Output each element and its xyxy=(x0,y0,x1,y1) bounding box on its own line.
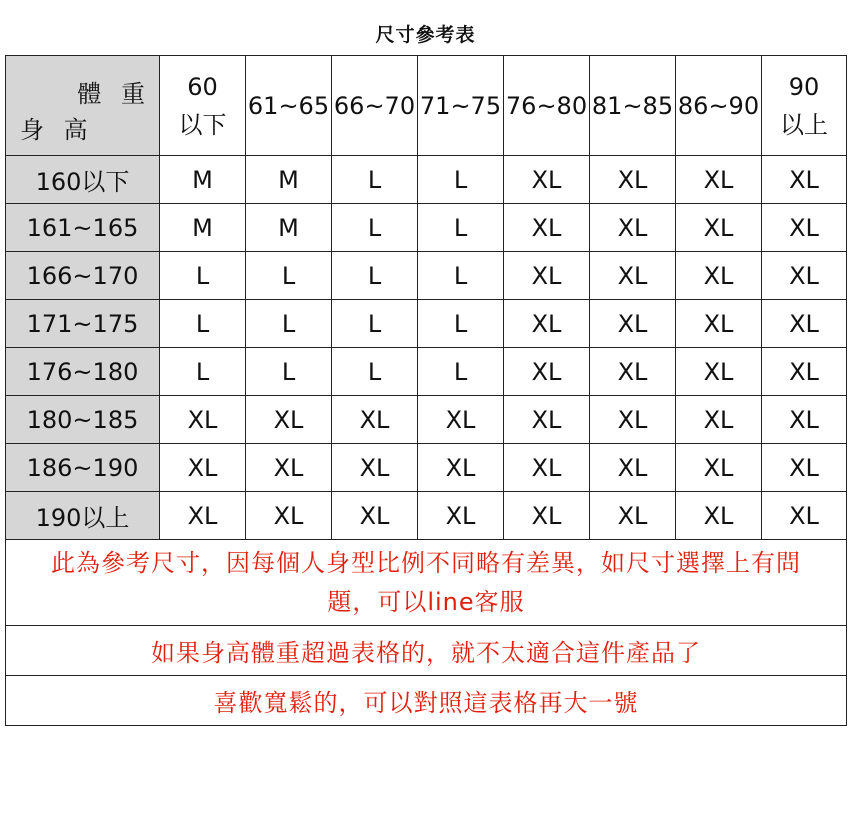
height-cell: 186~190 xyxy=(6,444,160,492)
note-row-3 xyxy=(6,676,847,726)
size-cell: XL xyxy=(418,492,504,540)
table-row xyxy=(6,492,847,540)
height-cell: 171~175 xyxy=(6,300,160,348)
size-cell: XL xyxy=(332,444,418,492)
note-oversize: 如果身高體重超過表格的，就不太適合這件產品了 xyxy=(6,626,847,676)
header-row xyxy=(6,56,847,156)
size-cell: XL xyxy=(676,396,762,444)
size-cell: XL xyxy=(160,492,246,540)
weight-header: 86~90 xyxy=(676,56,762,156)
note-row-1 xyxy=(6,540,847,626)
weight-header: 81~85 xyxy=(590,56,676,156)
size-cell: L xyxy=(418,252,504,300)
size-cell: XL xyxy=(590,444,676,492)
size-cell: XL xyxy=(504,444,590,492)
weight-header: 71~75 xyxy=(418,56,504,156)
size-cell: L xyxy=(418,348,504,396)
size-cell: L xyxy=(160,348,246,396)
size-cell: XL xyxy=(676,156,762,204)
size-cell: M xyxy=(160,156,246,204)
size-cell: XL xyxy=(504,252,590,300)
size-cell: L xyxy=(160,252,246,300)
size-cell: XL xyxy=(504,156,590,204)
size-cell: M xyxy=(246,204,332,252)
size-cell: L xyxy=(160,300,246,348)
size-cell: L xyxy=(246,300,332,348)
note-loose-fit: 喜歡寬鬆的，可以對照這表格再大一號 xyxy=(6,676,847,726)
height-cell: 176~180 xyxy=(6,348,160,396)
size-cell: XL xyxy=(504,300,590,348)
size-cell: XL xyxy=(246,492,332,540)
size-cell: XL xyxy=(762,156,847,204)
size-cell: L xyxy=(332,252,418,300)
note-row-2 xyxy=(6,626,847,676)
height-cell: 161~165 xyxy=(6,204,160,252)
size-cell: XL xyxy=(418,396,504,444)
size-cell: XL xyxy=(418,444,504,492)
size-chart-table xyxy=(5,55,847,726)
size-cell: L xyxy=(332,348,418,396)
size-cell: L xyxy=(332,204,418,252)
table-row xyxy=(6,204,847,252)
table-row xyxy=(6,252,847,300)
weight-header: 66~70 xyxy=(332,56,418,156)
size-cell: XL xyxy=(504,396,590,444)
size-cell: XL xyxy=(590,348,676,396)
size-cell: XL xyxy=(676,492,762,540)
table-row xyxy=(6,444,847,492)
note-general: 此為參考尺寸，因每個人身型比例不同略有差異，如尺寸選擇上有問 題，可以line客服 xyxy=(6,540,847,626)
size-cell: XL xyxy=(676,252,762,300)
size-cell: XL xyxy=(762,300,847,348)
height-axis-label: 身 高 xyxy=(20,116,94,144)
size-cell: XL xyxy=(590,492,676,540)
size-cell: XL xyxy=(762,396,847,444)
weight-header: 76~80 xyxy=(504,56,590,156)
size-cell: M xyxy=(160,204,246,252)
table-row xyxy=(6,156,847,204)
height-cell: 190以上 xyxy=(6,492,160,540)
size-cell: XL xyxy=(762,348,847,396)
weight-header: 60 以下 xyxy=(160,56,246,156)
size-cell: L xyxy=(332,300,418,348)
size-cell: XL xyxy=(160,444,246,492)
size-cell: XL xyxy=(590,252,676,300)
height-cell: 180~185 xyxy=(6,396,160,444)
size-cell: XL xyxy=(676,204,762,252)
size-cell: XL xyxy=(160,396,246,444)
size-cell: XL xyxy=(590,396,676,444)
size-cell: XL xyxy=(676,300,762,348)
corner-cell xyxy=(6,56,160,156)
size-cell: M xyxy=(246,156,332,204)
size-cell: XL xyxy=(504,204,590,252)
size-cell: L xyxy=(246,348,332,396)
weight-header: 90 以上 xyxy=(762,56,847,156)
size-cell: XL xyxy=(590,156,676,204)
size-cell: L xyxy=(418,204,504,252)
size-cell: L xyxy=(418,156,504,204)
table-row xyxy=(6,300,847,348)
size-cell: XL xyxy=(332,492,418,540)
size-cell: L xyxy=(246,252,332,300)
table-row xyxy=(6,348,847,396)
size-cell: XL xyxy=(246,396,332,444)
size-cell: XL xyxy=(590,300,676,348)
page-title: 尺寸參考表 xyxy=(375,24,476,46)
size-cell: XL xyxy=(590,204,676,252)
size-cell: L xyxy=(418,300,504,348)
size-cell: XL xyxy=(676,444,762,492)
table-row xyxy=(6,396,847,444)
height-cell: 166~170 xyxy=(6,252,160,300)
size-cell: XL xyxy=(762,204,847,252)
size-cell: XL xyxy=(762,444,847,492)
size-cell: XL xyxy=(762,252,847,300)
size-cell: XL xyxy=(504,348,590,396)
weight-axis-label: 體 重 xyxy=(77,80,151,108)
size-cell: XL xyxy=(246,444,332,492)
size-cell: L xyxy=(332,156,418,204)
height-cell: 160以下 xyxy=(6,156,160,204)
size-cell: XL xyxy=(332,396,418,444)
size-cell: XL xyxy=(504,492,590,540)
weight-header: 61~65 xyxy=(246,56,332,156)
size-cell: XL xyxy=(762,492,847,540)
size-cell: XL xyxy=(676,348,762,396)
